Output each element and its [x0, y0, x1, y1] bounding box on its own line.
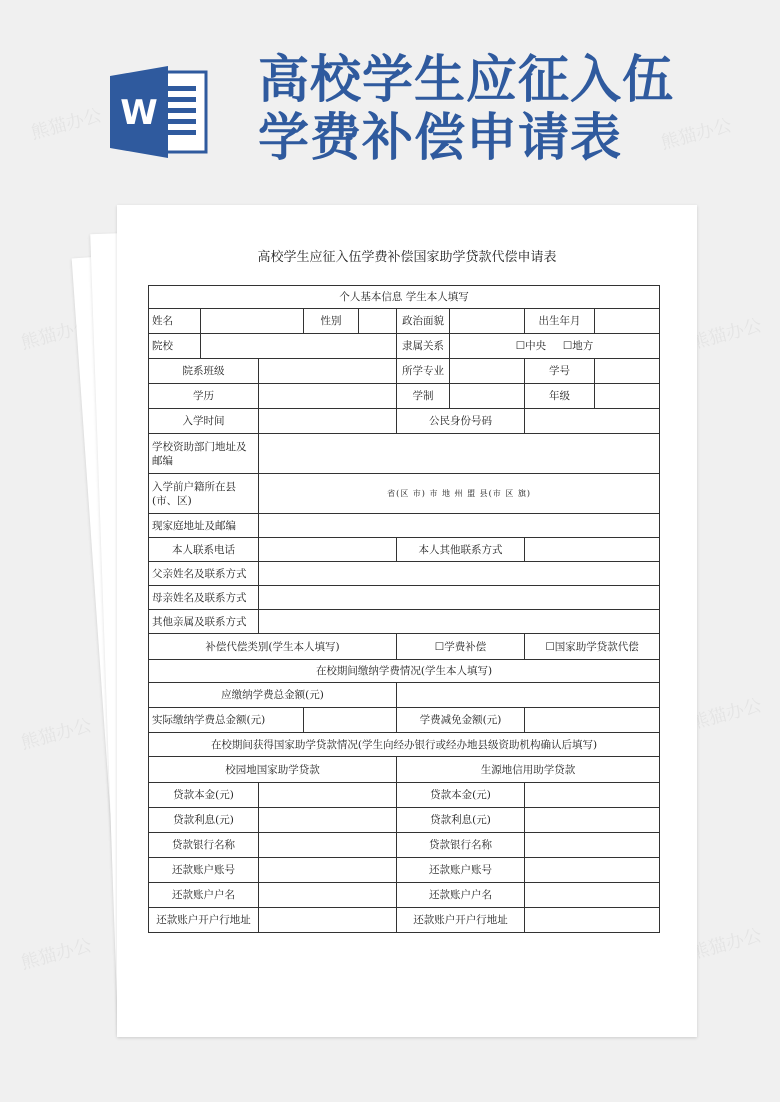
- label-mother: 母亲姓名及联系方式: [149, 586, 259, 610]
- checkbox-local[interactable]: ☐地方: [562, 340, 594, 352]
- input-home-addr[interactable]: [259, 514, 660, 538]
- input-total-due[interactable]: [397, 683, 660, 708]
- input-birth[interactable]: [595, 309, 660, 334]
- label-father: 父亲姓名及联系方式: [149, 562, 259, 586]
- watermark: 熊猫办公: [688, 314, 764, 354]
- label-affiliation: 隶属关系: [397, 334, 450, 359]
- input-campus-bank-addr[interactable]: [259, 908, 397, 933]
- label-school-aid-addr: 学校资助部门地址及邮编: [149, 434, 259, 474]
- label-campus-account-name: 还款账户户名: [149, 883, 259, 908]
- label-system: 学制: [397, 384, 450, 409]
- input-source-principal[interactable]: [525, 783, 660, 808]
- label-comp-type: 补偿代偿类别(学生本人填写): [149, 634, 397, 660]
- label-other-contact: 本人其他联系方式: [397, 538, 525, 562]
- label-source-account-name: 还款账户户名: [397, 883, 525, 908]
- input-education[interactable]: [259, 384, 397, 409]
- checkbox-loan[interactable]: ☐国家助学贷款代偿: [525, 634, 660, 660]
- label-actual-paid: 实际缴纳学费总金额(元): [149, 708, 304, 733]
- input-father[interactable]: [259, 562, 660, 586]
- watermark: 熊猫办公: [18, 314, 94, 354]
- label-source-account: 还款账户账号: [397, 858, 525, 883]
- input-campus-account-name[interactable]: [259, 883, 397, 908]
- label-relatives: 其他亲属及联系方式: [149, 610, 259, 634]
- header-campus-loan: 校园地国家助学贷款: [149, 757, 397, 783]
- label-hukou: 入学前户籍所在县(市、区): [149, 474, 259, 514]
- input-source-interest[interactable]: [525, 808, 660, 833]
- input-campus-interest[interactable]: [259, 808, 397, 833]
- input-enroll-time[interactable]: [259, 409, 397, 434]
- input-source-bank-addr[interactable]: [525, 908, 660, 933]
- svg-text:W: W: [120, 93, 158, 133]
- input-grade[interactable]: [595, 384, 660, 409]
- label-dept-class: 院系班级: [149, 359, 259, 384]
- label-major: 所学专业: [397, 359, 450, 384]
- watermark: 熊猫办公: [28, 104, 104, 144]
- input-id-number[interactable]: [525, 409, 660, 434]
- input-dept-class[interactable]: [259, 359, 397, 384]
- label-grade: 年级: [525, 384, 595, 409]
- label-enroll-time: 入学时间: [149, 409, 259, 434]
- input-gender[interactable]: [359, 309, 397, 334]
- hero-title: [258, 52, 674, 168]
- label-school: 院校: [149, 334, 201, 359]
- label-total-due: 应缴纳学费总金额(元): [149, 683, 397, 708]
- input-hukou[interactable]: 省(区 市) 市 地 州 盟 县(市 区 旗): [259, 474, 660, 514]
- section-personal-header: 个人基本信息 学生本人填写: [149, 286, 660, 309]
- input-system[interactable]: [450, 384, 525, 409]
- watermark: 熊猫办公: [18, 934, 94, 974]
- checkbox-tuition[interactable]: ☐学费补偿: [397, 634, 525, 660]
- hero-title-line1: 高校学生应征入伍: [258, 51, 675, 110]
- label-id-number: 公民身份号码: [397, 409, 525, 434]
- word-icon: [108, 62, 208, 162]
- affiliation-options: [450, 334, 660, 359]
- label-student-id: 学号: [525, 359, 595, 384]
- label-source-bank-addr: 还款账户开户行地址: [397, 908, 525, 933]
- input-school[interactable]: [201, 334, 397, 359]
- section-loan-header: 在校期间获得国家助学贷款情况(学生向经办银行或经办地县级资助机构确认后填写): [149, 733, 660, 757]
- input-campus-account[interactable]: [259, 858, 397, 883]
- hero-title-line2: 学费补偿申请表: [258, 109, 623, 168]
- label-home-addr: 现家庭地址及邮编: [149, 514, 259, 538]
- watermark: 熊猫办公: [18, 714, 94, 754]
- label-birth: 出生年月: [525, 309, 595, 334]
- input-campus-principal[interactable]: [259, 783, 397, 808]
- label-education: 学历: [149, 384, 259, 409]
- label-source-principal: 贷款本金(元): [397, 783, 525, 808]
- label-campus-principal: 贷款本金(元): [149, 783, 259, 808]
- label-gender: 性别: [304, 309, 359, 334]
- input-tuition-waived[interactable]: [525, 708, 660, 733]
- input-name[interactable]: [201, 309, 304, 334]
- label-campus-account: 还款账户账号: [149, 858, 259, 883]
- label-name: 姓名: [149, 309, 201, 334]
- label-campus-bank-addr: 还款账户开户行地址: [149, 908, 259, 933]
- input-actual-paid[interactable]: [304, 708, 397, 733]
- input-source-account[interactable]: [525, 858, 660, 883]
- checkbox-central[interactable]: ☐中央: [515, 340, 547, 352]
- watermark: 熊猫办公: [688, 694, 764, 734]
- input-source-account-name[interactable]: [525, 883, 660, 908]
- input-student-id[interactable]: [595, 359, 660, 384]
- input-major[interactable]: [450, 359, 525, 384]
- input-campus-bank[interactable]: [259, 833, 397, 858]
- header-source-loan: 生源地信用助学贷款: [397, 757, 660, 783]
- input-source-bank[interactable]: [525, 833, 660, 858]
- document-title: 高校学生应征入伍学费补偿国家助学贷款代偿申请表: [257, 250, 557, 265]
- application-form-table: [148, 285, 660, 933]
- input-relatives[interactable]: [259, 610, 660, 634]
- label-campus-bank: 贷款银行名称: [149, 833, 259, 858]
- input-school-aid-addr[interactable]: [259, 434, 660, 474]
- section-tuition-header: 在校期间缴纳学费情况(学生本人填写): [149, 660, 660, 683]
- watermark: 熊猫办公: [688, 924, 764, 964]
- label-political: 政治面貌: [397, 309, 450, 334]
- input-other-contact[interactable]: [525, 538, 660, 562]
- label-source-bank: 贷款银行名称: [397, 833, 525, 858]
- input-political[interactable]: [450, 309, 525, 334]
- label-campus-interest: 贷款利息(元): [149, 808, 259, 833]
- label-tuition-waived: 学费减免金额(元): [397, 708, 525, 733]
- input-mother[interactable]: [259, 586, 660, 610]
- input-phone[interactable]: [259, 538, 397, 562]
- label-phone: 本人联系电话: [149, 538, 259, 562]
- watermark: 熊猫办公: [658, 114, 734, 154]
- label-source-interest: 贷款利息(元): [397, 808, 525, 833]
